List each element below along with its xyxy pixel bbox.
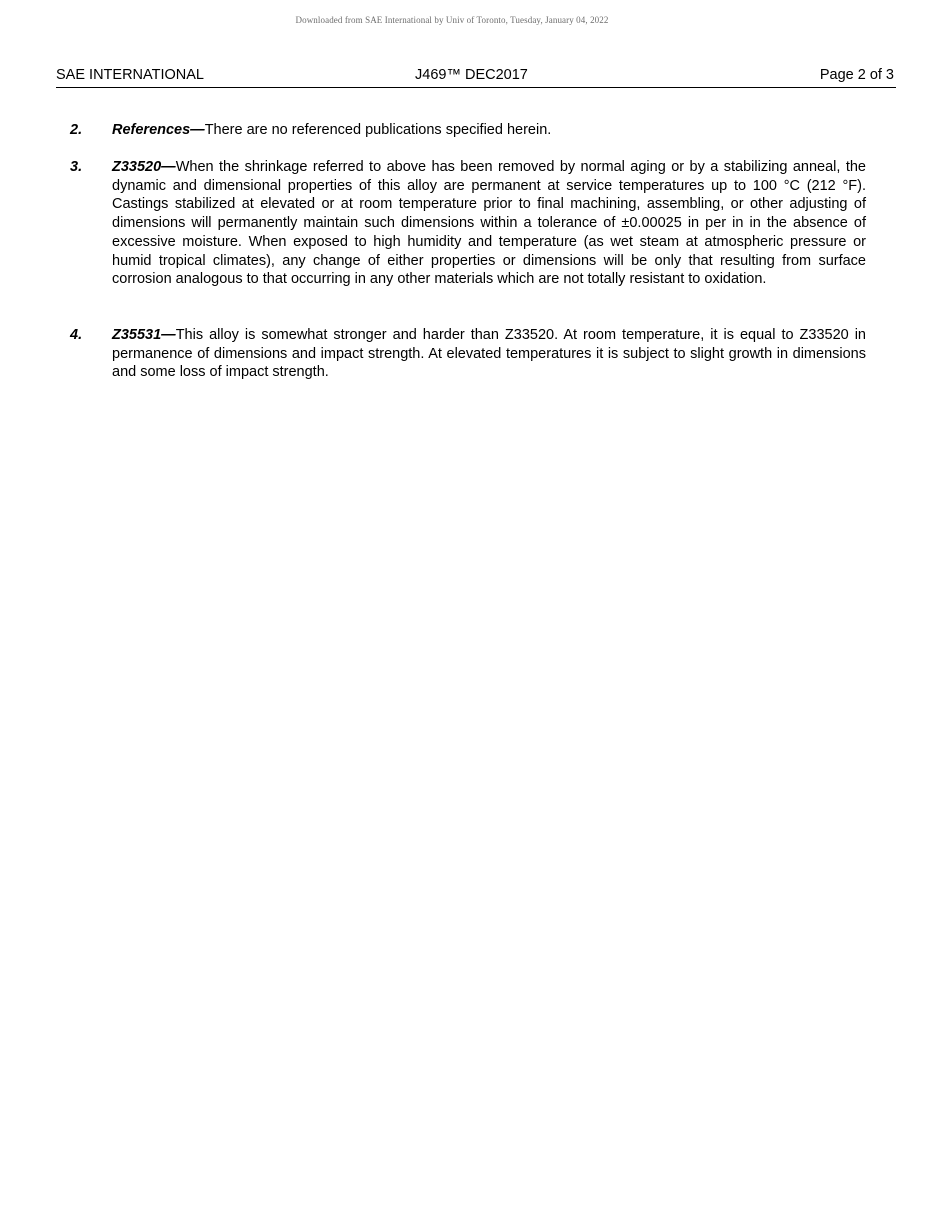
page-header (56, 66, 896, 88)
section-text: This alloy is somewhat stronger and harder than Z33520. At room temperature, it is equal to Z33520 in permanence of dimensions and impact strength. At elevated temperatures it is subject to slight growth in dimensions and some loss of impact strength. (112, 327, 866, 381)
section-text: There are no referenced publications specified herein. (204, 122, 552, 138)
section-number: 4. (70, 327, 83, 343)
header-document-id: J469™ DEC2017 (415, 67, 528, 83)
section-text: When the shrinkage referred to above has been removed by normal aging or by a stabilizing anneal, the dynamic and dimensional properties of this alloy are permanent at service temperatures up to 100 °C (212 °F). Castings stabilized at elevated or at room temperature prior to final machining, assembling, or other adjusting of dimensions will permanently maintain such dimensions within a tolerance of ±0.00025 in per in in the absence of excessive moisture. When exposed to high humidity and temperature (as wet steam at atmospheric pressure or humid tropical climates), any change of either properties or dimensions will be only that resulting from surface corrosion analogous to that occurring in any other materials which are not totally resistant to oxidation. (112, 159, 866, 288)
section-body (112, 326, 866, 382)
section-body (112, 158, 866, 289)
section-title: Z33520— (112, 159, 176, 175)
section-title: Z35531— (112, 327, 176, 343)
section-title: References— (112, 122, 205, 138)
header-organization: SAE INTERNATIONAL (56, 67, 204, 83)
section-number: 2. (70, 122, 83, 138)
section-z33520 (70, 158, 866, 289)
section-z35531 (70, 326, 866, 382)
header-page-number: Page 2 of 3 (819, 67, 894, 83)
section-body (112, 121, 866, 140)
section-number: 3. (70, 159, 83, 175)
section-references (70, 121, 866, 140)
download-watermark: Downloaded from SAE International by Univ of Toronto, Tuesday, January 04, 2022 (295, 15, 609, 25)
